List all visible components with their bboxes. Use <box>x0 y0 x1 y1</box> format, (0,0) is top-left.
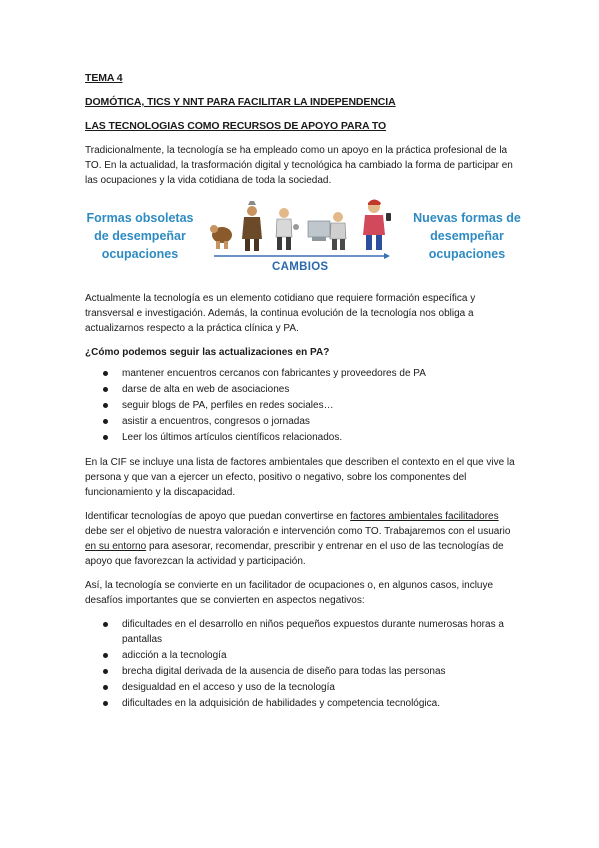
tema-heading: TEMA 4 <box>85 72 123 84</box>
technology-paragraph: Actualmente la tecnología es un elemento cotidiano que requiere formación específica y transversal e investigación. Además, la continua evolución de la tecnología nos obliga a actualizarnos respecto a la práctica clínica y PA. <box>85 293 476 334</box>
intro-paragraph: Tradicionalmente, la tecnología se ha empleado como un apoyo en la práctica profesional de la TO. En la actualidad, la trasformación digital y tecnológica ha cambiado la forma de participar en las ocupaciones y la vida cotidiana de toda la sociedad. <box>85 145 513 186</box>
facilitating-factors-link: factores ambientales facilitadores <box>350 511 499 522</box>
list-item: asistir a encuentros, congresos o jornadas <box>85 414 517 429</box>
cif-paragraph: En la CIF se incluye una lista de factores ambientales que describen el contexto en el que vive la persona y que van a ejercer un efecto, positivo o negativo, sobre los componentes del funcionamiento y la discapacidad. <box>85 457 515 498</box>
caveman-figure <box>210 225 232 249</box>
cambios-arrow <box>214 253 390 259</box>
list-item: desigualdad en el acceso y uso de la tecnología <box>85 680 517 695</box>
updates-list <box>85 366 517 445</box>
support-text-part3: para asesorar, recomendar, prescribir y entrenar en el uso de las tecnologías de apoyo que favorezcan la actividad y participación. <box>85 541 504 567</box>
cambios-illustration <box>80 197 520 279</box>
office-figure <box>308 212 346 250</box>
document-body <box>85 71 521 721</box>
environment-link: en su entorno <box>85 541 147 552</box>
list-item: mantener encuentros cercanos con fabricantes y proveedores de PA <box>85 366 517 381</box>
obsolete-forms-label: Formas obsoletas de desempeñar ocupaciones <box>86 211 194 261</box>
worker-figure <box>276 208 299 250</box>
evolution-figures-image <box>204 197 400 253</box>
support-text-part2: debe ser el objetivo de nuestra valoración e intervención como TO. Trabajaremos con el usuario <box>85 526 511 537</box>
list-item: dificultades en la adquisición de habilidades y competencia tecnológica. <box>85 696 517 711</box>
list-item: Leer los últimos artículos científicos relacionados. <box>85 430 517 445</box>
facilitator-paragraph: Así, la tecnología se convierte en un facilitador de ocupaciones o, en algunos casos, incluye desafíos importantes que se convierten en aspectos negativos: <box>85 580 494 606</box>
section-subtitle: LAS TECNOLOGIAS COMO RECURSOS DE APOYO PARA TO <box>85 120 387 132</box>
support-tech-paragraph <box>85 509 517 569</box>
updates-question: ¿Cómo podemos seguir las actualizaciones en PA? <box>85 347 330 358</box>
document-title: DOMÓTICA, TICS Y NNT PARA FACILITAR LA INDEPENDENCIA <box>85 96 396 108</box>
modern-figure <box>363 200 391 251</box>
support-text-part1: Identificar tecnologías de apoyo que puedan convertirse en <box>85 511 351 522</box>
list-item: brecha digital derivada de la ausencia de diseño para todas las personas <box>85 664 517 679</box>
list-item: adicción a la tecnología <box>85 648 517 663</box>
cambios-label: CAMBIOS <box>272 261 329 273</box>
new-forms-label: Nuevas formas de desempeñar ocupaciones <box>413 211 521 261</box>
list-item: seguir blogs de PA, perfiles en redes sociales… <box>85 398 517 413</box>
medieval-figure <box>242 201 262 251</box>
negative-aspects-list <box>85 617 517 711</box>
list-item: dificultades en el desarrollo en niños pequeños expuestos durante numerosas horas a pantallas <box>85 617 517 647</box>
list-item: darse de alta en web de asociaciones <box>85 382 517 397</box>
